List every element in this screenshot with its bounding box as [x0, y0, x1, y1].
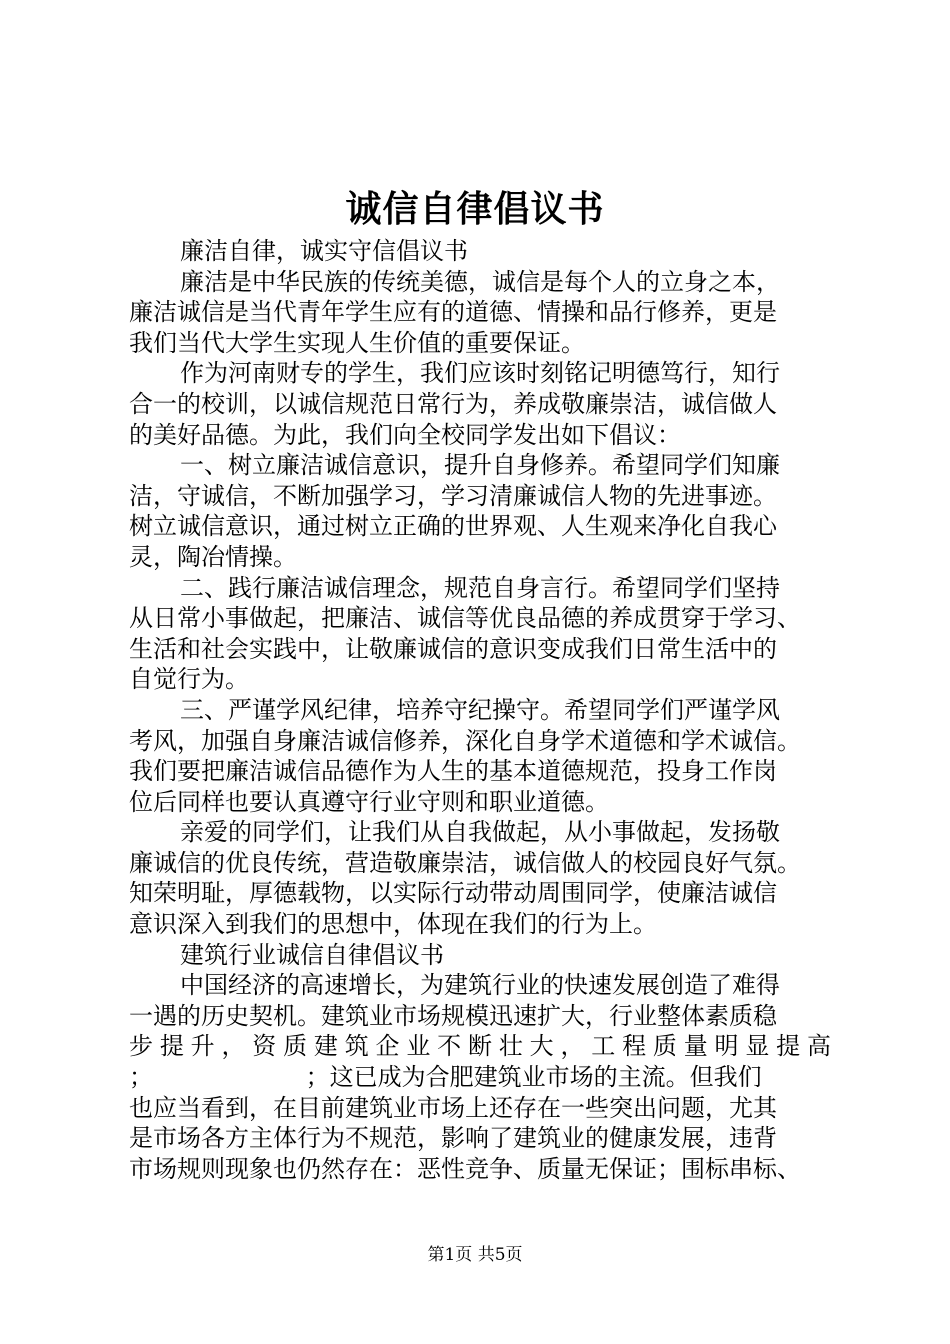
text-line: 生活和社会实践中，让敬廉诚信的意识变成我们日常生活中的 [129, 634, 777, 663]
text-line: 建筑行业诚信自律倡议书 [180, 940, 444, 969]
document-body [129, 236, 831, 1184]
text-line: 步提升，资质建筑企业不断壮大，工程质量明显提高 [129, 1032, 831, 1061]
text-line: 二、践行廉洁诚信理念，规范自身言行。希望同学们坚持 [180, 573, 780, 602]
text-line: 中国经济的高速增长，为建筑行业的快速发展创造了难得 [180, 971, 780, 1000]
text-line: 从日常小事做起，把廉洁、诚信等优良品德的养成贯穿于学习、 [129, 604, 801, 633]
text-line: 亲爱的同学们，让我们从自我做起，从小事做起，发扬敬 [180, 818, 780, 847]
text-line: 作为河南财专的学生，我们应该时刻铭记明德笃行，知行 [180, 359, 780, 388]
text-line: 意识深入到我们的思想中，体现在我们的行为上。 [129, 910, 657, 939]
text-line: 廉洁诚信是当代青年学生应有的道德、情操和品行修养，更是 [129, 298, 777, 327]
text-line: 三、严谨学风纪律，培养守纪操守。希望同学们严谨学风 [180, 695, 780, 724]
text-line: ； ；这已成为合肥建筑业市场的主流。但我们 [129, 1063, 762, 1092]
text-line: 我们要把廉洁诚信品德作为人生的基本道德规范，投身工作岗 [129, 757, 777, 786]
text-line: 树立诚信意识，通过树立正确的世界观、人生观来净化自我心 [129, 512, 777, 541]
text-line: 合一的校训，以诚信规范日常行为，养成敬廉崇洁，诚信做人 [129, 389, 777, 418]
text-line: 洁，守诚信，不断加强学习，学习清廉诚信人物的先进事迹。 [129, 481, 777, 510]
text-line: 位后同样也要认真遵守行业守则和职业道德。 [129, 787, 609, 816]
page-number-footer: 第1页 共5页 [427, 1245, 523, 1265]
text-line: 廉洁是中华民族的传统美德，诚信是每个人的立身之本， [180, 267, 780, 296]
text-line: 我们当代大学生实现人生价值的重要保证。 [129, 328, 585, 357]
text-line: 廉洁自律，诚实守信倡议书 [180, 237, 468, 265]
text-line: 也应当看到，在目前建筑业市场上还存在一些突出问题，尤其 [129, 1093, 777, 1122]
text-line: 一、树立廉洁诚信意识，提升自身修养。希望同学们知廉 [180, 451, 780, 480]
document-title: 诚信自律倡议书 [345, 189, 605, 230]
text-line: 廉诚信的优良传统，营造敬廉崇洁，诚信做人的校园良好气氛。 [129, 848, 801, 877]
text-line: 一遇的历史契机。建筑业市场规模迅速扩大，行业整体素质稳 [129, 1001, 777, 1030]
text-line: 的美好品德。为此，我们向全校同学发出如下倡议： [129, 420, 681, 449]
text-line: 自觉行为。 [129, 665, 249, 694]
text-line: 考风，加强自身廉洁诚信修养，深化自身学术道德和学术诚信。 [129, 726, 801, 755]
text-line: 知荣明耻，厚德载物，以实际行动带动周围同学，使廉洁诚信 [129, 879, 777, 908]
text-line: 灵，陶冶情操。 [129, 542, 297, 571]
text-line: 是市场各方主体行为不规范，影响了建筑业的健康发展，违背 [129, 1124, 777, 1153]
text-line: 市场规则现象也仍然存在：恶性竞争、质量无保证；围标串标、 [129, 1154, 801, 1183]
